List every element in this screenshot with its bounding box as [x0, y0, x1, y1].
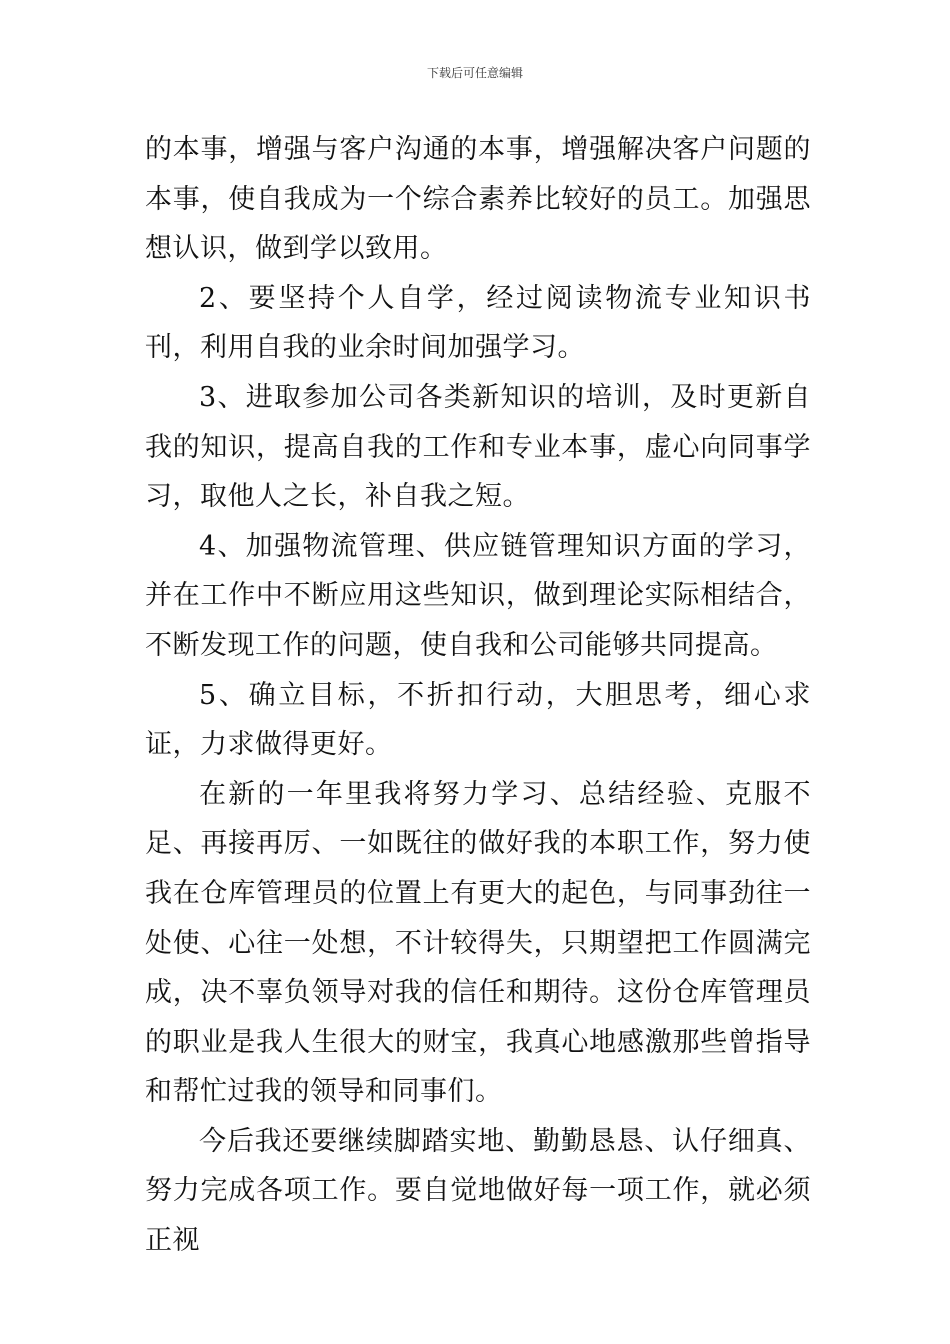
- paragraph-item-4: 4、加强物流管理、供应链管理知识方面的学习，并在工作中不断应用这些知识，做到理论实际相结合，不断发现工作的问题，使自我和公司能够共同提高。: [145, 530, 811, 661]
- paragraph-continuation: 的本事，增强与客户沟通的本事，增强解决客户问题的本事，使自我成为一个综合素养比较好的员工。加强思想认识，做到学以致用。: [145, 134, 811, 265]
- paragraph-item-5: 5、确立目标，不折扣行动，大胆思考，细心求证，力求做得更好。: [145, 679, 811, 761]
- paragraph-item-2: 2、要坚持个人自学，经过阅读物流专业知识书刊，利用自我的业余时间加强学习。: [145, 282, 811, 364]
- page-header: 下载后可任意编辑: [426, 66, 523, 80]
- paragraph-new-year: 在新的一年里我将努力学习、总结经验、克服不足、再接再厉、一如既往的做好我的本职工作，努力使我在仓库管理员的位置上有更大的起色，与同事劲往一处使、心往一处想，不计较得失，只期望把工作圆满完成，决不辜负领导对我的信任和期待。这份仓库管理员的职业是我人生很大的财宝，我真心地感激那些曾指导和帮忙过我的领导和同事们。: [145, 778, 811, 1108]
- document-body: [145, 125, 811, 1266]
- paragraph-item-3: 3、进取参加公司各类新知识的培训，及时更新自我的知识，提高自我的工作和专业本事，虚心向同事学习，取他人之长，补自我之短。: [145, 381, 811, 513]
- paragraph-future: 今后我还要继续脚踏实地、勤勤恳恳、认仔细真、努力完成各项工作。要自觉地做好每一项工作，就必须正视: [145, 1125, 811, 1257]
